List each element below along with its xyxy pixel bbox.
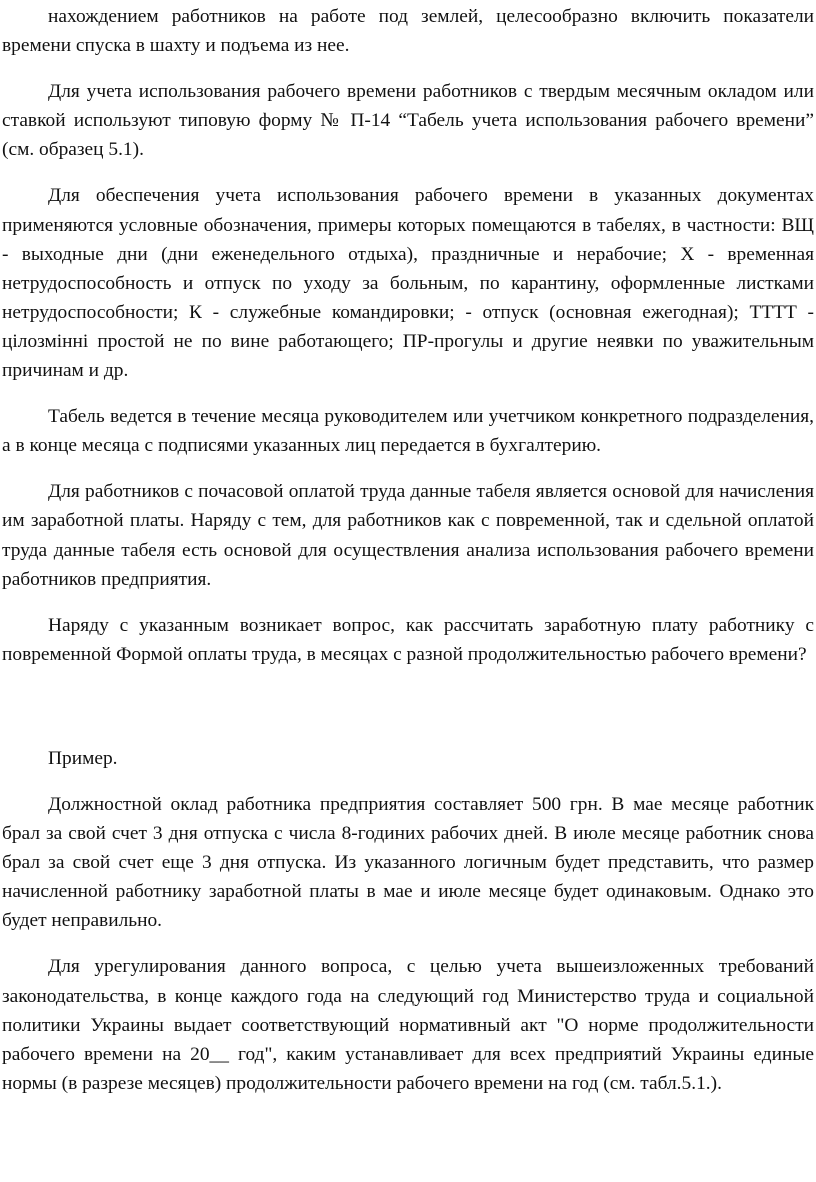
paragraph-2: Для учета использования рабочего времени работников с твердым месячным окладом или ставкой используют типовую форму № П-14 “Табель учета использования рабочего времени” (см. образец 5.1). — [2, 81, 814, 161]
paragraph-4: Табель ведется в течение месяца руководителем или учетчиком конкретного подразделения, а в конце месяца с подписями указанных лиц передается в бухгалтерию. — [2, 406, 814, 457]
paragraph-3: Для обеспечения учета использования рабочего времени в указанных документах применяются условные обозначения, примеры которых помещаются в табелях, в частности: ВЩ - выходные дни (дни еженедельного отдыха), праздничные и нерабочие; Х - временная нетрудоспособность и отпуск по уходу за больным, по карантину, оформленные листками нетрудоспособности; К - служебные командировки; - отпуск (основная ежегодная); ТТТТ - цілозмінні простой не по вине работающего; ПР-прогулы и другие неявки по уважительным причинам и др. — [2, 185, 814, 382]
blank-line — [2, 686, 814, 744]
paragraph-1: нахождением работников на работе под землей, целесообразно включить показатели времени спуска в шахту и подъема из нее. — [2, 6, 814, 57]
example-heading: Пример. — [48, 747, 118, 769]
paragraph-6: Наряду с указанным возникает вопрос, как рассчитать заработную плату работнику с повременной Формой оплаты труда, в месяцах с разной продолжительностью рабочего времени? — [2, 614, 814, 665]
paragraph-5: Для работников с почасовой оплатой труда данные табеля является основой для начисления им заработной платы. Наряду с тем, для работников как с повременной, так и сдельной оплатой труда данные табеля есть основой для осуществления анализа использования рабочего времени работников предприятия. — [2, 481, 814, 590]
example-paragraph-2: Для урегулирования данного вопроса, с целью учета вышеизложенных требований законодательства, в конце каждого года на следующий год Министерство труда и социальной политики Украины выдает соответствующий нормативный акт "О норме продолжительности рабочего времени на 20__ год", каким устанавливает для всех предприятий Украины единые нормы (в разрезе месяцев) продолжительности рабочего времени на год (см. табл.5.1.). — [2, 956, 814, 1094]
example-paragraph-1: Должностной оклад работника предприятия составляет 500 грн. В мае месяце работник брал за свой счет 3 дня отпуска с числа 8-годиних рабочих дней. В июле месяце работник снова брал за свой счет еще 3 дня отпуска. Из указанного логичным будет представить, что размер начисленной работнику заработной платы в мае и июле месяце будет одинаковым. Однако это будет неправильно. — [2, 793, 814, 932]
